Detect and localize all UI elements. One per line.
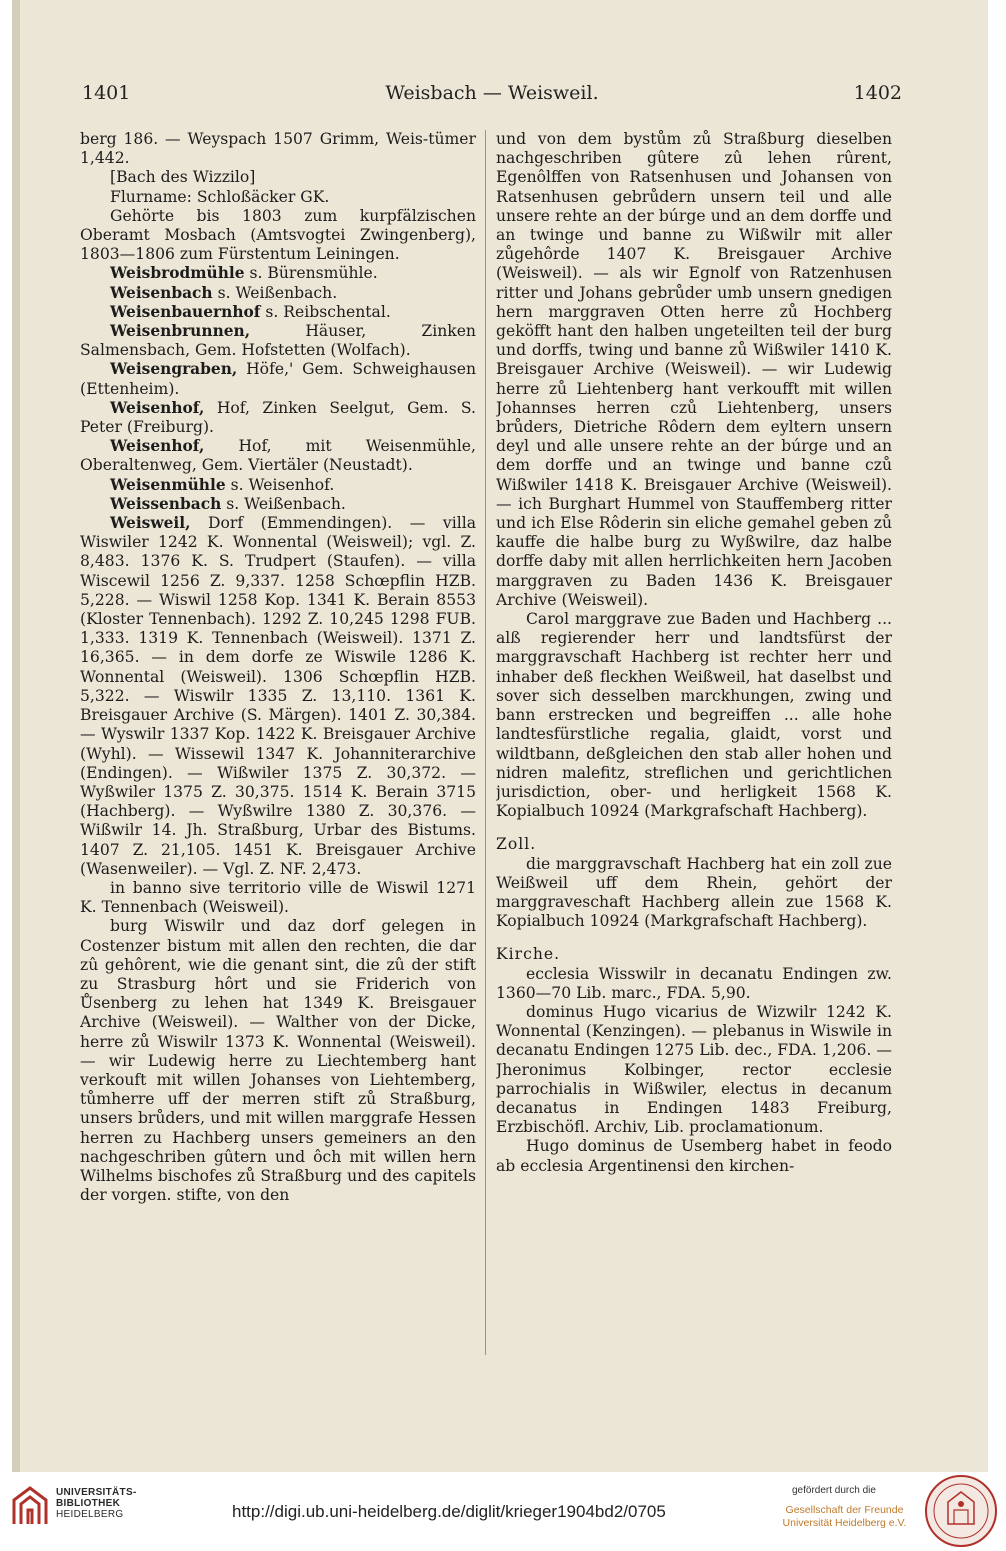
entry-text: Höfe,' Gem. Schweighausen (Ettenheim). <box>80 360 476 398</box>
gazetteer-entry <box>80 514 476 879</box>
scanned-page <box>12 0 988 1472</box>
university-seal-icon <box>924 1474 998 1548</box>
text-paragraph: die marggravschaft Hachberg hat ein zoll zue Weißweil uff dem Rhein, gehört der marggraveschaft Hachberg allein zue 1568 K. Kopialbuch 10924 (Markgrafschaft Hachberg). <box>496 854 892 931</box>
text-paragraph: [Bach des Wizzilo] <box>110 168 256 187</box>
entry-text: Hof, mit Weisenmühle, Oberaltenweg, Gem. Viertäler (Neustadt). <box>80 437 476 475</box>
permalink-url[interactable]: http://digi.ub.uni-heidelberg.de/diglit/krieger1904bd2/0705 <box>232 1502 666 1521</box>
text-paragraph: und von dem bystům zů Straßburg dieselben nachgeschriben gûtere zû lehen rûrent, Egenôlffen von Ratsenhusen und Johansen von Ratsenhusen gebrůdern unsern teil und alle unsere rehte an der búrge und an dem dorffe und an twinge und banne zu Wißwilr mit aller zůgehôrde 1407 K. Breisgauer Archive (Weisweil). — als wir Egnolf von Ratzenhusen ritter und Johans gebrůder umb unsern gnedigen hern marggraven Otten herre zů Hochberg geköfft hant den halben ungeteilten teil der burg und dorffs, twing und banne zů Wißwiler 1410 K. Breisgauer Archive (Weisweil). — wir Ludewig herre zů Liehtenberg hant verkoufft mit willen Johannses herren czů Liehtenberg, unsers brůders, Dietriche Rôdern dem eyltern unsern deyl und alle unsere rehte an der búrge und an dem dorffe und an twinge und banne czů Wißwiler 1418 K. Breisgauer Archive (Weisweil). — ich Burghart Hummel von Stauffemberg ritter und ich Else Rôderin sin eliche gemahel geben zů kauffe die halbe burg zu Wyßwilre, daz halbe dorffe daby mit allen herrlichkeiten hern Jacoben marggraven zu Baden 1436 K. Breisgauer Archive (Weisweil). <box>496 130 892 609</box>
entry-headword: Weisbrodmühle <box>110 264 245 283</box>
running-title: Weisbach — Weisweil. <box>385 82 599 104</box>
page-number-left: 1401 <box>82 82 131 104</box>
library-name-line-2: BIBLIOTHEK <box>56 1498 121 1509</box>
entry-headword: Weissenbach <box>110 494 222 513</box>
text-paragraph: burg Wiswilr und daz dorf gelegen in Costenzer bistum mit allen den rechten, die dar zû gehôrent, wie die genant sint, die zû der stift zu Strasburg hôrt und sie Friderich von Ůsenberg zu lehen hat 1349 K. Breisgauer Archive (Weisweil). — Walther von der Dicke, herre zů Wiswilr 1373 K. Wonnental (Weisweil). — wir Ludewig herre zu Liechtemberg hant verkouft mit willen Johanses von Liehtemberg, tůmherre uff der merren stift zů Straßburg, unsers brůders, und mit willen marggrafe Hessen herren zu Hachberg unsers gemeiners an den nachgeschriben gûtern und ôch mit willen hern Wilhelms bischofes zů Straßburg und des capitels der vorgen. stifte, von den <box>80 917 476 1205</box>
sponsor-name <box>782 1504 907 1530</box>
university-library-logo-icon <box>12 1486 48 1526</box>
entry-text: s. Weißenbach. <box>217 283 338 302</box>
text-paragraph: Carol marggrave zue Baden und Hachberg ... alß regierender herr und landtsfürst der marggravschaft Hachberg ist rechter herr und inhaber deß fleckhen Weißweil, hat daselbst und sover sich desselben marckhungen, zwing und bann erstrecken und begreiffen ... alle hohe landtesfürstliche regalia, glaidt, vorst und wildtbann, deßgleichen den stab aller hohen und nidren malefitz, streflichen und gerichtlichen jurisdiction, ober- und herligkeit 1568 K. Kopialbuch 10924 (Markgrafschaft Hachberg). <box>496 610 892 821</box>
entry-headword: Weisenhof, <box>110 398 205 417</box>
text-paragraph: dominus Hugo vicarius de Wizwilr 1242 K. Wonnental (Kenzingen). — plebanus in Wiswile in decanatu Endingen 1275 Lib. dec., FDA. 1,206. — Jheronimus Kolbinger, rector ecclesie parrochialis in Wißwiler, electus in decanum decanatus in Endingen 1483 Freiburg, Erzbischöfl. Archiv, Lib. proclamationum. <box>496 1002 892 1137</box>
entry-headword: Weisenbrunnen, <box>110 322 251 341</box>
entry-text: s. Bürensmühle. <box>249 264 378 283</box>
entry-text: s. Reibschental. <box>265 302 391 321</box>
library-name <box>56 1487 137 1520</box>
sponsor-label: gefördert durch die <box>792 1485 876 1496</box>
entry-text: s. Weißenbach. <box>226 494 346 513</box>
gazetteer-entry <box>80 264 476 283</box>
entry-text: Hof, Zinken Seelgut, Gem. S. Peter (Freiburg). <box>80 398 476 437</box>
entry-headword: Weisenbauernhof <box>110 302 261 321</box>
entry-headword: Weisenbach <box>110 283 213 302</box>
entry-headword: Weisweil, <box>110 514 191 533</box>
entry-headword: Weisengraben, <box>110 360 238 379</box>
gazetteer-entry <box>80 303 476 322</box>
right-text-column <box>496 130 892 1360</box>
text-paragraph: berg 186. — Weyspach 1507 Grimm, Weis-tümer 1,442. <box>80 130 476 168</box>
gazetteer-entry <box>80 322 476 360</box>
page-number-right: 1402 <box>853 82 902 104</box>
library-name-line-1: UNIVERSITÄTS- <box>56 1487 137 1498</box>
text-paragraph: ecclesia Wisswilr in decanatu Endingen zw. 1360—70 Lib. marc., FDA. 5,90. <box>496 964 892 1002</box>
text-paragraph: Hugo dominus de Usemberg habet in feodo ab ecclesia Argentinensi den kirchen- <box>496 1137 892 1175</box>
left-text-column <box>80 130 476 1360</box>
entry-headword: Weisenmühle <box>110 475 226 494</box>
gazetteer-entry <box>80 476 476 495</box>
gazetteer-entry <box>80 399 476 437</box>
gazetteer-entry <box>80 437 476 475</box>
section-heading: Zoll. <box>496 835 537 854</box>
section-heading: Kirche. <box>496 945 561 964</box>
gazetteer-entry <box>80 284 476 303</box>
entry-text: s. Weisenhof. <box>230 475 335 494</box>
entry-text: Häuser, Zinken Salmensbach, Gem. Hofstetten (Wolfach). <box>80 322 476 360</box>
sponsor-name-line-2: Universität Heidelberg e.V. <box>782 1517 907 1529</box>
library-name-line-3: HEIDELBERG <box>56 1509 124 1520</box>
viewer-footer <box>0 1472 1006 1551</box>
entry-headword: Weisenhof, <box>110 437 205 456</box>
gazetteer-entry <box>80 360 476 398</box>
text-paragraph: Flurname: Schloßäcker GK. <box>110 187 330 206</box>
column-divider <box>485 130 486 1355</box>
text-paragraph: in banno sive territorio ville de Wiswil 1271 K. Tennenbach (Weisweil). <box>80 878 476 917</box>
gazetteer-entry <box>80 495 476 514</box>
running-head <box>82 82 902 112</box>
sponsor-name-line-1: Gesellschaft der Freunde <box>785 1504 904 1516</box>
text-paragraph: Gehörte bis 1803 zum kurpfälzischen Oberamt Mosbach (Amtsvogtei Zwingenberg), 1803—1806 zum Fürstentum Leiningen. <box>80 206 476 264</box>
page-gutter-shadow <box>12 0 20 1472</box>
entry-text: Dorf (Emmendingen). — villa Wiswiler 1242 K. Wonnental (Weisweil); vgl. Z. 8,483. 1376 K. S. Trudpert (Staufen). — villa Wiscewil 1256 Z. 9,337. 1258 Schœpflin HZB. 5,228. — Wiswil 1258 Kop. 1341 K. Berain 8553 (Kloster Tennenbach). 1292 Z. 10,245 1298 FUB. 1,333. 1319 K. Tennenbach (Weisweil). 1371 Z. 16,365. — in dem dorfe ze Wiswile 1286 K. Wonnental (Weisweil). 1306 Schœpflin HZB. 5,322. — Wiswilr 1335 Z. 13,110. 1361 K. Breisgauer Archive (S. Märgen). 1401 Z. 30,384. — Wyswilr 1337 Kop. 1422 K. Breisgauer Archive (Wyhl). — Wissewil 1347 K. Johanniterarchive (Endingen). — Wißwiler 1375 Z. 30,372. — Wyßwiler 1375 Z. 30,375. 1514 K. Berain 3715 (Hachberg). — Wyßwilre 1380 Z. 30,376. — Wißwilr 14. Jh. Straßburg, Urbar des Bistums. 1407 Z. 21,105. 1451 K. Breisgauer Archive (Wasenweiler). — Vgl. Z. NF. 2,473. <box>80 514 476 878</box>
